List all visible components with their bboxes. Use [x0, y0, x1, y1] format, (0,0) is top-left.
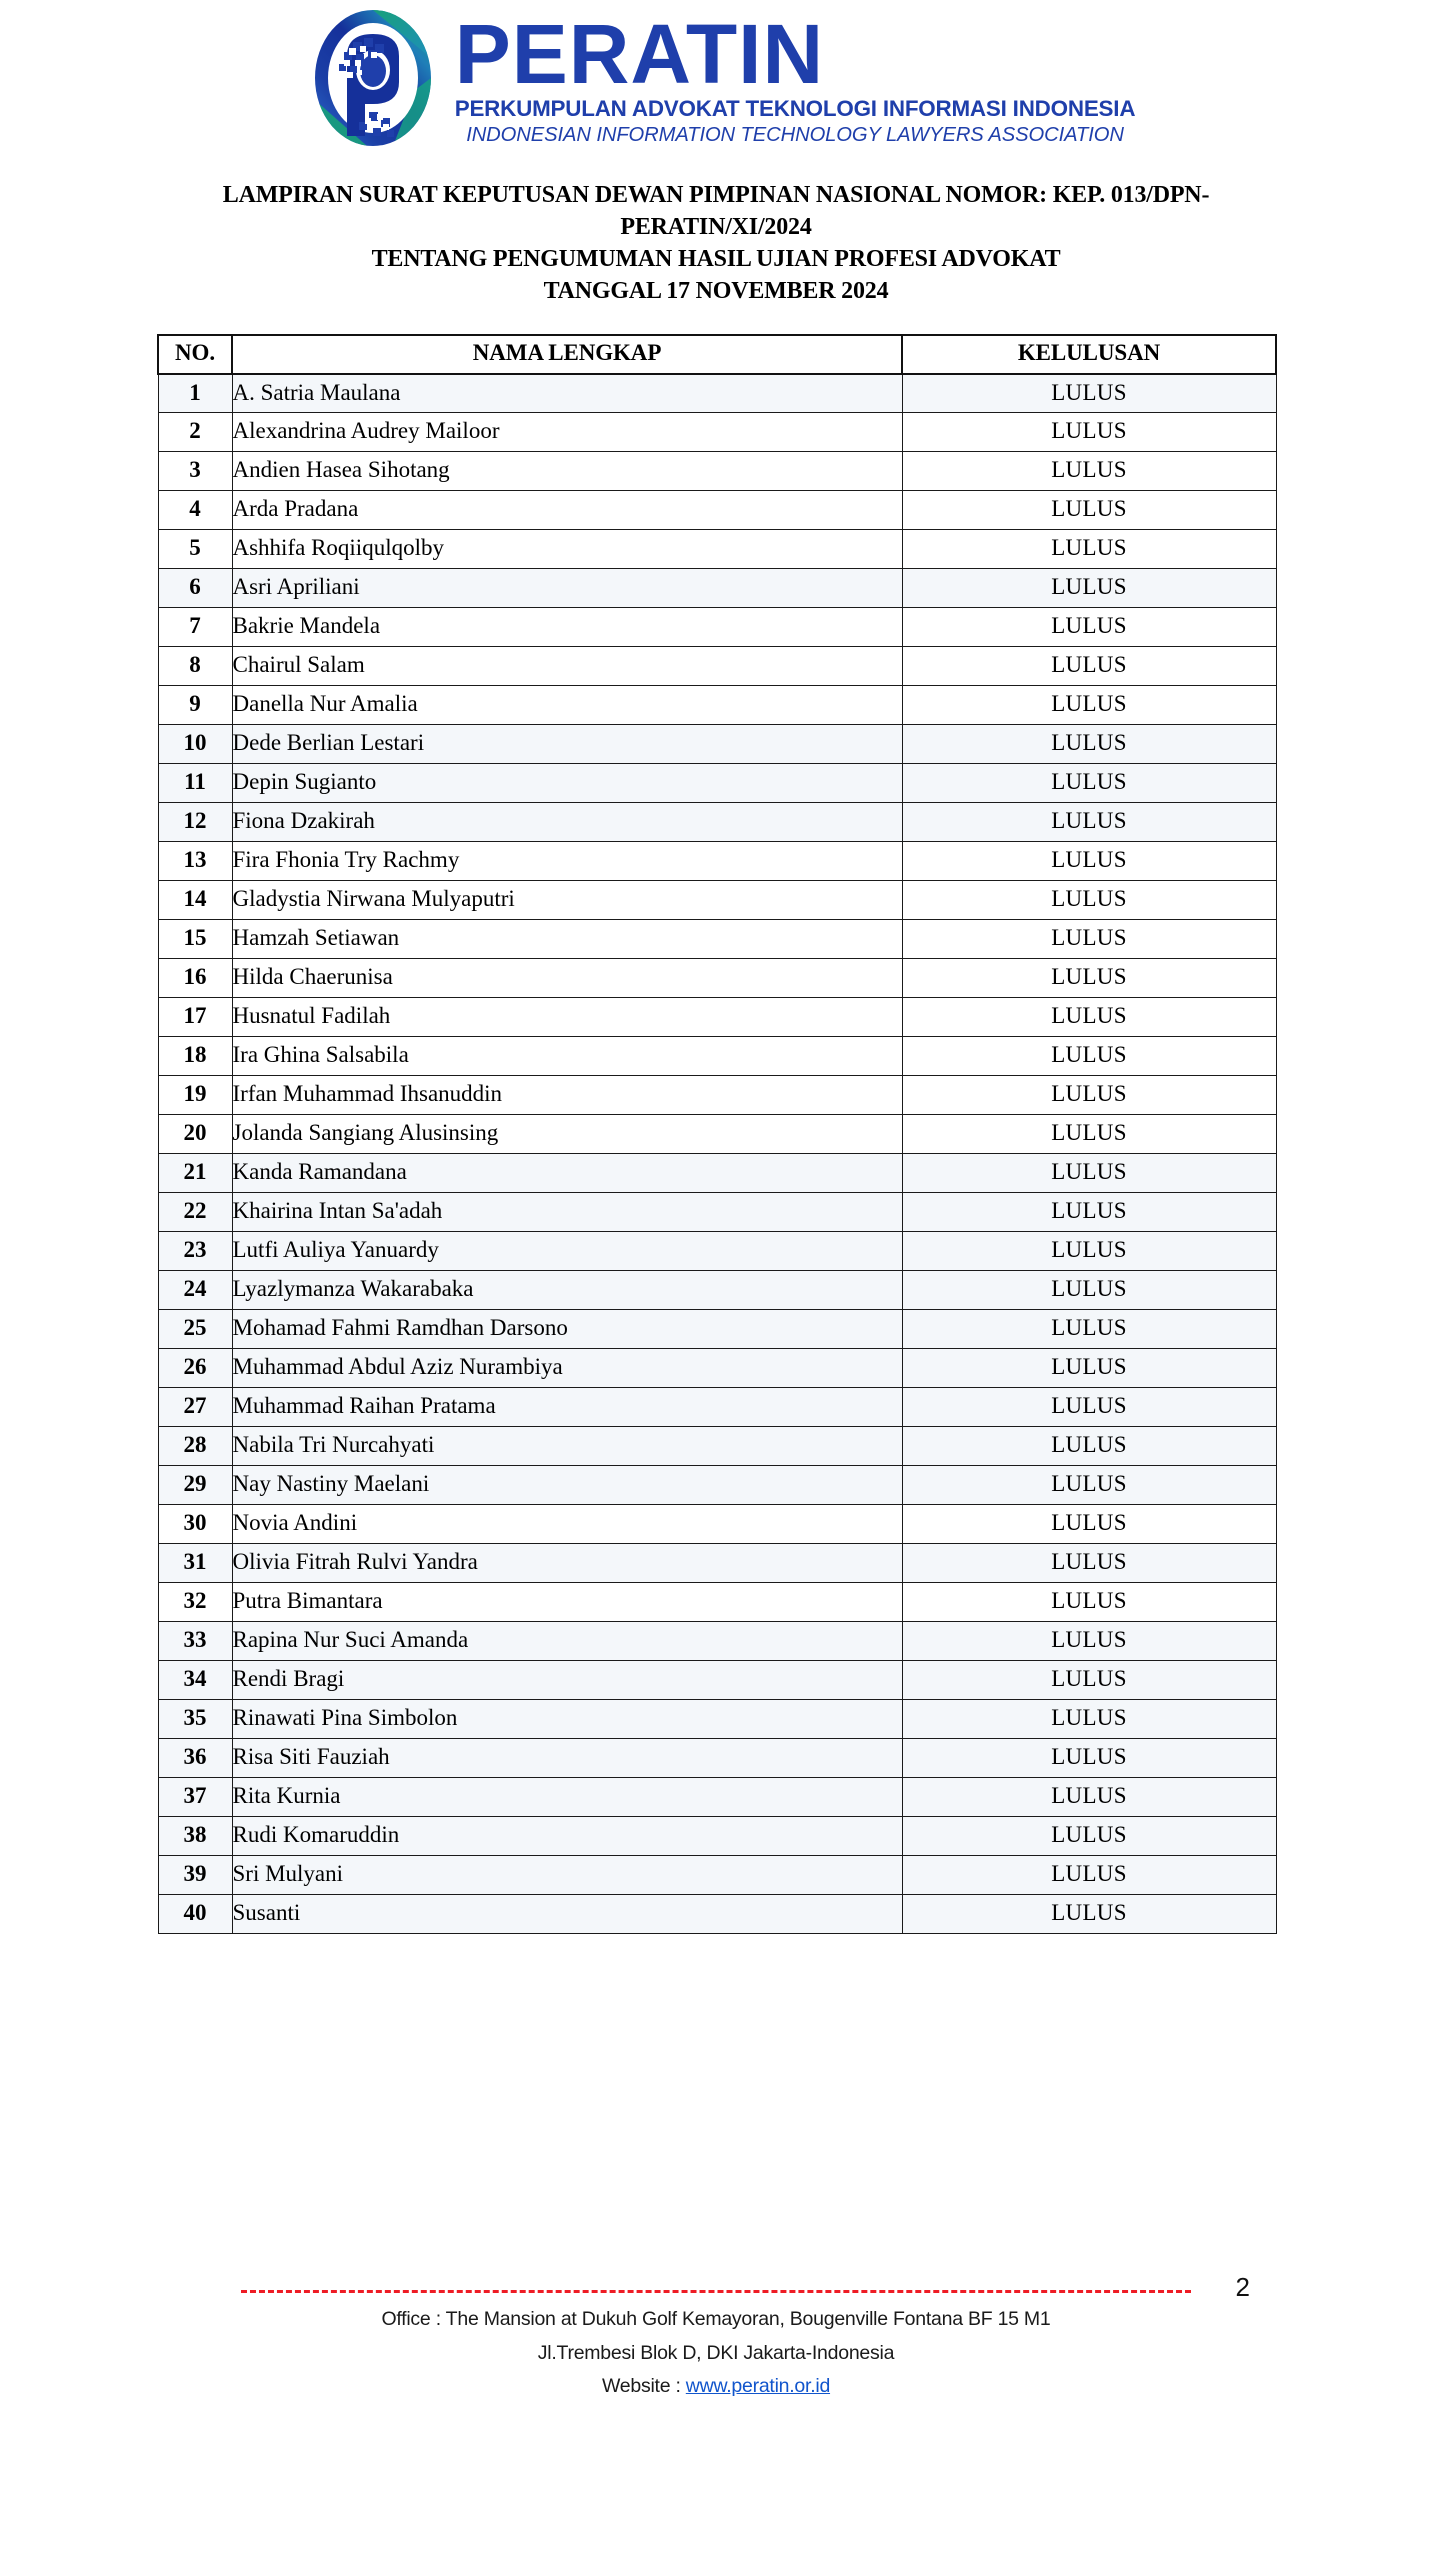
cell-number: 9: [158, 686, 232, 725]
cell-full-name: Arda Pradana: [232, 491, 902, 530]
table-row: [158, 881, 1276, 920]
page-number: 2: [1235, 2272, 1250, 2302]
table-row: [158, 1661, 1276, 1700]
column-header-status: KELULUSAN: [902, 335, 1276, 374]
cell-full-name: Ashhifa Roqiiqulqolby: [232, 530, 902, 569]
cell-number: 15: [158, 920, 232, 959]
cell-full-name: Rapina Nur Suci Amanda: [232, 1622, 902, 1661]
cell-number: 35: [158, 1700, 232, 1739]
table-row: [158, 1115, 1276, 1154]
table-row: [158, 1076, 1276, 1115]
cell-number: 1: [158, 374, 232, 413]
cell-number: 37: [158, 1778, 232, 1817]
wordmark-tagline-indonesian: PERKUMPULAN ADVOKAT TEKNOLOGI INFORMASI INDONESIA: [454, 96, 1136, 122]
document-footer: [0, 2272, 1432, 2404]
cell-full-name: A. Satria Maulana: [232, 374, 902, 413]
cell-graduation-status: LULUS: [902, 920, 1276, 959]
cell-graduation-status: LULUS: [902, 452, 1276, 491]
cell-number: 16: [158, 959, 232, 998]
cell-full-name: Depin Sugianto: [232, 764, 902, 803]
cell-number: 3: [158, 452, 232, 491]
table-row: [158, 1505, 1276, 1544]
cell-graduation-status: LULUS: [902, 1076, 1276, 1115]
cell-full-name: Rinawati Pina Simbolon: [232, 1700, 902, 1739]
cell-full-name: Chairul Salam: [232, 647, 902, 686]
cell-graduation-status: LULUS: [902, 1115, 1276, 1154]
cell-full-name: Rendi Bragi: [232, 1661, 902, 1700]
cell-graduation-status: LULUS: [902, 1037, 1276, 1076]
footer-divider: [241, 2290, 1191, 2293]
cell-graduation-status: LULUS: [902, 1232, 1276, 1271]
cell-number: 7: [158, 608, 232, 647]
table-row: [158, 1583, 1276, 1622]
wordmark-peratin: PERATIN: [454, 6, 825, 101]
cell-number: 4: [158, 491, 232, 530]
cell-full-name: Mohamad Fahmi Ramdhan Darsono: [232, 1310, 902, 1349]
table-row: [158, 530, 1276, 569]
table-header-row: [158, 335, 1276, 374]
exam-results-table: [157, 334, 1277, 1935]
cell-full-name: Jolanda Sangiang Alusinsing: [232, 1115, 902, 1154]
peratin-circular-pixel-logo-icon: [297, 8, 449, 148]
title-line-1: LAMPIRAN SURAT KEPUTUSAN DEWAN PIMPINAN NASIONAL NOMOR: KEP. 013/DPN-: [222, 182, 1210, 208]
cell-number: 24: [158, 1271, 232, 1310]
cell-graduation-status: LULUS: [902, 1271, 1276, 1310]
column-header-name: NAMA LENGKAP: [232, 335, 902, 374]
table-row: [158, 764, 1276, 803]
cell-number: 17: [158, 998, 232, 1037]
cell-graduation-status: LULUS: [902, 686, 1276, 725]
title-line-3: TENTANG PENGUMUMAN HASIL UJIAN PROFESI ADVOKAT: [371, 245, 1061, 272]
column-header-no: NO.: [158, 335, 232, 374]
cell-number: 22: [158, 1193, 232, 1232]
cell-number: 39: [158, 1856, 232, 1895]
table-body: [158, 374, 1276, 1934]
wordmark-tagline-english: INDONESIAN INFORMATION TECHNOLOGY LAWYERS ASSOCIATION: [466, 124, 1124, 147]
cell-number: 20: [158, 1115, 232, 1154]
table-row: [158, 1349, 1276, 1388]
cell-number: 33: [158, 1622, 232, 1661]
cell-number: 5: [158, 530, 232, 569]
table-row: [158, 1544, 1276, 1583]
cell-full-name: Sri Mulyani: [232, 1856, 902, 1895]
table-row: [158, 413, 1276, 452]
cell-number: 6: [158, 569, 232, 608]
cell-number: 36: [158, 1739, 232, 1778]
cell-full-name: Hamzah Setiawan: [232, 920, 902, 959]
cell-number: 18: [158, 1037, 232, 1076]
table-row: [158, 1037, 1276, 1076]
cell-full-name: Muhammad Abdul Aziz Nurambiya: [232, 1349, 902, 1388]
cell-number: 32: [158, 1583, 232, 1622]
cell-graduation-status: LULUS: [902, 1505, 1276, 1544]
cell-number: 38: [158, 1817, 232, 1856]
cell-number: 27: [158, 1388, 232, 1427]
table-row: [158, 569, 1276, 608]
footer-website-link[interactable]: www.peratin.or.id: [685, 2375, 831, 2398]
table-row: [158, 1778, 1276, 1817]
cell-graduation-status: LULUS: [902, 1661, 1276, 1700]
table-row: [158, 608, 1276, 647]
cell-graduation-status: LULUS: [902, 1466, 1276, 1505]
cell-full-name: Gladystia Nirwana Mulyaputri: [232, 881, 902, 920]
cell-full-name: Husnatul Fadilah: [232, 998, 902, 1037]
cell-graduation-status: LULUS: [902, 998, 1276, 1037]
cell-full-name: Nabila Tri Nurcahyati: [232, 1427, 902, 1466]
table-row: [158, 452, 1276, 491]
cell-graduation-status: LULUS: [902, 1193, 1276, 1232]
table-row: [158, 725, 1276, 764]
cell-number: 40: [158, 1895, 232, 1934]
footer-address-line-2: Jl.Trembesi Blok D, DKI Jakarta-Indonesia: [537, 2341, 895, 2364]
cell-graduation-status: LULUS: [902, 1700, 1276, 1739]
cell-graduation-status: LULUS: [902, 569, 1276, 608]
cell-graduation-status: LULUS: [902, 959, 1276, 998]
cell-full-name: Rudi Komaruddin: [232, 1817, 902, 1856]
document-title: [0, 180, 1432, 308]
cell-full-name: Andien Hasea Sihotang: [232, 452, 902, 491]
table-row: [158, 374, 1276, 413]
cell-graduation-status: LULUS: [902, 1388, 1276, 1427]
footer-website-label: Website :: [601, 2375, 686, 2398]
cell-number: 29: [158, 1466, 232, 1505]
cell-full-name: Rita Kurnia: [232, 1778, 902, 1817]
cell-number: 13: [158, 842, 232, 881]
cell-full-name: Irfan Muhammad Ihsanuddin: [232, 1076, 902, 1115]
cell-number: 34: [158, 1661, 232, 1700]
cell-number: 11: [158, 764, 232, 803]
footer-contact-block: [0, 2303, 1432, 2404]
cell-number: 10: [158, 725, 232, 764]
table-row: [158, 1856, 1276, 1895]
cell-number: 31: [158, 1544, 232, 1583]
cell-graduation-status: LULUS: [902, 491, 1276, 530]
cell-number: 25: [158, 1310, 232, 1349]
cell-full-name: Susanti: [232, 1895, 902, 1934]
title-line-2: PERATIN/XI/2024: [620, 213, 812, 240]
cell-graduation-status: LULUS: [902, 1856, 1276, 1895]
cell-graduation-status: LULUS: [902, 764, 1276, 803]
cell-graduation-status: LULUS: [902, 1310, 1276, 1349]
cell-number: 30: [158, 1505, 232, 1544]
table-row: [158, 686, 1276, 725]
cell-graduation-status: LULUS: [902, 1544, 1276, 1583]
footer-address-line-1: Office : The Mansion at Dukuh Golf Kemayoran, Bougenville Fontana BF 15 M1: [381, 2308, 1051, 2330]
cell-full-name: Danella Nur Amalia: [232, 686, 902, 725]
cell-full-name: Olivia Fitrah Rulvi Yandra: [232, 1544, 902, 1583]
cell-number: 12: [158, 803, 232, 842]
table-row: [158, 1895, 1276, 1934]
table-row: [158, 803, 1276, 842]
table-row: [158, 1700, 1276, 1739]
cell-full-name: Lutfi Auliya Yanuardy: [232, 1232, 902, 1271]
table-row: [158, 1154, 1276, 1193]
cell-number: 23: [158, 1232, 232, 1271]
cell-full-name: Risa Siti Fauziah: [232, 1739, 902, 1778]
cell-full-name: Nay Nastiny Maelani: [232, 1466, 902, 1505]
cell-full-name: Putra Bimantara: [232, 1583, 902, 1622]
cell-full-name: Hilda Chaerunisa: [232, 959, 902, 998]
results-table-container: [157, 334, 1275, 1935]
cell-graduation-status: LULUS: [902, 1739, 1276, 1778]
cell-full-name: Asri Apriliani: [232, 569, 902, 608]
cell-number: 26: [158, 1349, 232, 1388]
cell-number: 28: [158, 1427, 232, 1466]
cell-full-name: Muhammad Raihan Pratama: [232, 1388, 902, 1427]
cell-graduation-status: LULUS: [902, 881, 1276, 920]
title-line-4: TANGGAL 17 NOVEMBER 2024: [543, 277, 889, 304]
document-header: [0, 0, 1432, 148]
table-row: [158, 1232, 1276, 1271]
cell-graduation-status: LULUS: [902, 413, 1276, 452]
peratin-wordmark: [454, 6, 1136, 147]
cell-graduation-status: LULUS: [902, 842, 1276, 881]
cell-full-name: Bakrie Mandela: [232, 608, 902, 647]
cell-full-name: Kanda Ramandana: [232, 1154, 902, 1193]
cell-number: 19: [158, 1076, 232, 1115]
cell-graduation-status: LULUS: [902, 1154, 1276, 1193]
table-row: [158, 1310, 1276, 1349]
cell-graduation-status: LULUS: [902, 1778, 1276, 1817]
cell-graduation-status: LULUS: [902, 725, 1276, 764]
cell-full-name: Fira Fhonia Try Rachmy: [232, 842, 902, 881]
table-row: [158, 842, 1276, 881]
cell-graduation-status: LULUS: [902, 1349, 1276, 1388]
cell-graduation-status: LULUS: [902, 1622, 1276, 1661]
cell-graduation-status: LULUS: [902, 374, 1276, 413]
cell-full-name: Novia Andini: [232, 1505, 902, 1544]
cell-full-name: Alexandrina Audrey Mailoor: [232, 413, 902, 452]
cell-full-name: Khairina Intan Sa'adah: [232, 1193, 902, 1232]
cell-graduation-status: LULUS: [902, 1895, 1276, 1934]
cell-number: 21: [158, 1154, 232, 1193]
footer-rule-row: [0, 2272, 1432, 2302]
table-row: [158, 1622, 1276, 1661]
cell-graduation-status: LULUS: [902, 1583, 1276, 1622]
peratin-logo-block: [297, 8, 1136, 148]
cell-graduation-status: LULUS: [902, 1817, 1276, 1856]
cell-graduation-status: LULUS: [902, 530, 1276, 569]
footer-website-line: [0, 2370, 1432, 2404]
table-row: [158, 998, 1276, 1037]
table-row: [158, 647, 1276, 686]
cell-graduation-status: LULUS: [902, 803, 1276, 842]
table-row: [158, 491, 1276, 530]
table-row: [158, 959, 1276, 998]
table-row: [158, 1817, 1276, 1856]
table-row: [158, 1271, 1276, 1310]
table-row: [158, 920, 1276, 959]
cell-graduation-status: LULUS: [902, 1427, 1276, 1466]
table-row: [158, 1193, 1276, 1232]
cell-graduation-status: LULUS: [902, 647, 1276, 686]
table-row: [158, 1388, 1276, 1427]
cell-number: 14: [158, 881, 232, 920]
cell-number: 2: [158, 413, 232, 452]
table-row: [158, 1466, 1276, 1505]
table-row: [158, 1427, 1276, 1466]
table-header: [158, 335, 1276, 374]
cell-full-name: Dede Berlian Lestari: [232, 725, 902, 764]
cell-graduation-status: LULUS: [902, 608, 1276, 647]
cell-full-name: Ira Ghina Salsabila: [232, 1037, 902, 1076]
cell-full-name: Fiona Dzakirah: [232, 803, 902, 842]
table-row: [158, 1739, 1276, 1778]
cell-full-name: Lyazlymanza Wakarabaka: [232, 1271, 902, 1310]
cell-number: 8: [158, 647, 232, 686]
